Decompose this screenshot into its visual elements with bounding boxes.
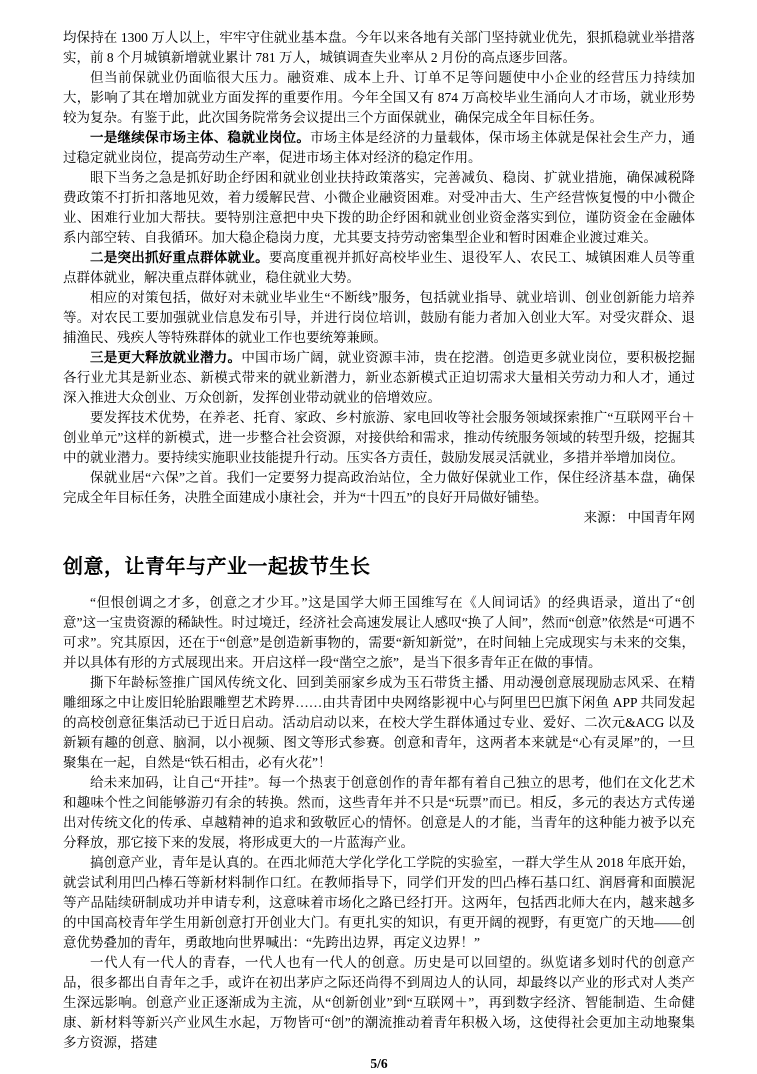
paragraph [63, 593, 695, 673]
paragraph [63, 408, 695, 468]
paragraph-text: 相应的对策包括，做好对未就业毕业生“不断线”服务，包括就业指导、就业培训、创业创新能力培养等。对农民工要加强就业信息发布引导，并进行岗位培训，鼓励有能力者加入创业大军。对受灾群众、退捕渔民、残疾人等特殊群体的就业工作也要统筹兼顾。 [63, 290, 695, 345]
paragraph [63, 673, 695, 773]
paragraph [63, 953, 695, 1053]
page-number: 5/6 [370, 1056, 388, 1071]
paragraph-text: 一代人有一代人的青春，一代人也有一代人的创意。历史是可以回望的。纵览诸多划时代的创意产品，很多都出自青年之手，或许在初出茅庐之际还尚得不到周边人的认同，却最终以产业的形式对人类产生深远影响。创意产业正逐渐成为主流，从“创新创业”到“互联网＋”，再到数字经济、智能制造、生命健康、新材料等新兴产业风生水起，万物皆可“创”的潮流推动着青年积极入场，这使得社会更加主动地聚集多方资源，搭建 [63, 955, 695, 1050]
paragraph-text: “但恨创调之才多，创意之才少耳。”这是国学大师王国维写在《人间词话》的经典语录，道出了“创意”这一宝贵资源的稀缺性。时过境迁，经济社会高速发展让人感叹“换了人间”，然而“创意”依然是“可遇不可求”。究其原因，还在于“创意”是创造新事物的，需要“新知新觉”，在时间轴上完成现实与未来的交集，并以具体有形的方式展现出来。开启这样一段“凿空之旅”，是当下很多青年正在做的事情。 [63, 595, 695, 670]
paragraph-text: 但当前保就业仍面临很大压力。融资难、成本上升、订单不足等问题使中小企业的经营压力持续加大，影响了其在增加就业方面发挥的重要作用。今年全国又有 874 万高校毕业生涌向人才市场，就业形势较为复杂。有鉴于此，此次国务院常务会议提出三个方面保就业，确保完成全年目标任务。 [63, 70, 695, 125]
paragraph-text: 搞创意产业，青年是认真的。在西北师范大学化学化工学院的实验室，一群大学生从 2018 年底开始，就尝试利用凹凸棒石等新材料制作口红。在教师指导下，同学们开发的凹凸棒石基口红、润唇膏和面膜泥等产品陆续研制成功并申请专利，这意味着市场化之路已经打开。这两年，包括西北师大在内，越来越多的中国高校青年学生用新创意打开创业大门。有更扎实的知识，有更开阔的视野，有更宽广的天地——创意优势叠加的青年，勇敢地向世界喊出：“先跨出边界，再定义边界！” [63, 855, 695, 950]
paragraph-text: 保就业居“六保”之首。我们一定要努力提高政治站位，全力做好保就业工作，保住经济基本盘，确保完成全年目标任务，决胜全面建成小康社会，并为“十四五”的良好开局做好铺垫。 [63, 470, 695, 505]
paragraph-text: 撕下年龄标签推广国风传统文化、回到美丽家乡成为玉石带货主播、用动漫创意展现励志风采、在精雕细琢之中让废旧轮胎跟雕塑艺术跨界……由共青团中央网络影视中心与阿里巴巴旗下闲鱼 APP 共同发起的高校创意征集活动已于近日启动。活动启动以来，在校大学生群体通过专业、爱好、二次元&ACG 以及新颖有趣的创意、脑洞，以小视频、图文等形式参赛。创意和青年，这两者本来就是“心有灵犀”的，一旦聚集在一起，自然是“铁石相击，必有火花”！ [63, 675, 695, 770]
paragraph [63, 248, 695, 288]
source-line: 来源： 中国青年网 [583, 510, 695, 525]
paragraph-text: 均保持在 1300 万人以上，牢牢守住就业基本盘。今年以来各地有关部门坚持就业优先，狠抓稳就业举措落实，前 8 个月城镇新增就业累计 781 万人，城镇调查失业率从 2 月份的高点逐步回落。 [63, 30, 695, 65]
paragraph-lead: 一是继续保市场主体、稳就业岗位。 [90, 130, 311, 145]
paragraph-text: 要高度重视并抓好高校毕业生、退役军人、农民工、城镇困难人员等重点群体就业，解决重点群体就业，稳住就业大势。 [63, 250, 696, 285]
article-title: 创意，让青年与产业一起拔节生长 [63, 556, 371, 578]
paragraph-text: 给未来加码，让自己“开挂”。每一个热衷于创意创作的青年都有着自己独立的思考，他们在文化艺术和趣味个性之间能够游刃有余的转换。然而，这些青年并不只是“玩票”而已。相反，多元的表达方式传递出对传统文化的传承、卓越精神的追求和致敬匠心的情怀。创意是人的才能，当青年的这种能力被予以充分释放，那它接下来的发展，将形成更大的一片蓝海产业。 [63, 775, 695, 850]
paragraph-lead: 三是更大释放就业潜力。 [90, 350, 242, 365]
paragraph [63, 348, 695, 408]
paragraph [63, 773, 695, 853]
paragraph [63, 853, 695, 953]
paragraph [63, 468, 695, 508]
paragraph [63, 288, 695, 348]
article-employment [63, 28, 695, 528]
article-creativity [63, 554, 695, 1053]
paragraph [63, 128, 695, 168]
paragraph-text: 市场主体是经济的力量载体，保市场主体就是保社会生产力，通过稳定就业岗位，提高劳动生产率，促进市场主体对经济的稳定作用。 [63, 130, 695, 165]
paragraph-text: 眼下当务之急是抓好助企纾困和就业创业扶持政策落实，完善减负、稳岗、扩就业措施，确保减税降费政策不打折扣落地见效，着力缓解民营、小微企业融资困难。对受冲击大、生产经营恢复慢的中小微企业、困难行业加大帮扶。要特别注意把中央下拨的助企纾困和就业创业资金落实到位，谨防资金在金融体系内部空转、自我循环。加大稳企稳岗力度，尤其要支持劳动密集型企业和暂时困难企业渡过难关。 [63, 170, 695, 245]
paragraph [63, 28, 695, 68]
paragraph [63, 168, 695, 248]
paragraph-text: 要发挥技术优势，在养老、托育、家政、乡村旅游、家电回收等社会服务领域探索推广“互联网平台＋创业单元”这样的新模式，进一步整合社会资源，对接供给和需求，推动传统服务领域的转型升级，挖掘其中的就业潜力。要持续实施职业技能提升行动。压实各方责任，鼓励发展灵活就业，多措并举增加岗位。 [63, 410, 695, 465]
paragraph [63, 68, 695, 128]
paragraph-lead: 二是突出抓好重点群体就业。 [90, 250, 269, 265]
paragraph-text: 中国市场广阔，就业资源丰沛，贵在挖潜。创造更多就业岗位，要积极挖掘各行业尤其是新业态、新模式带来的就业新潜力，新业态新模式正迫切需求大量相关劳动力和人才，通过深入推进大众创业、万众创新，发挥创业带动就业的倍增效应。 [63, 350, 696, 405]
